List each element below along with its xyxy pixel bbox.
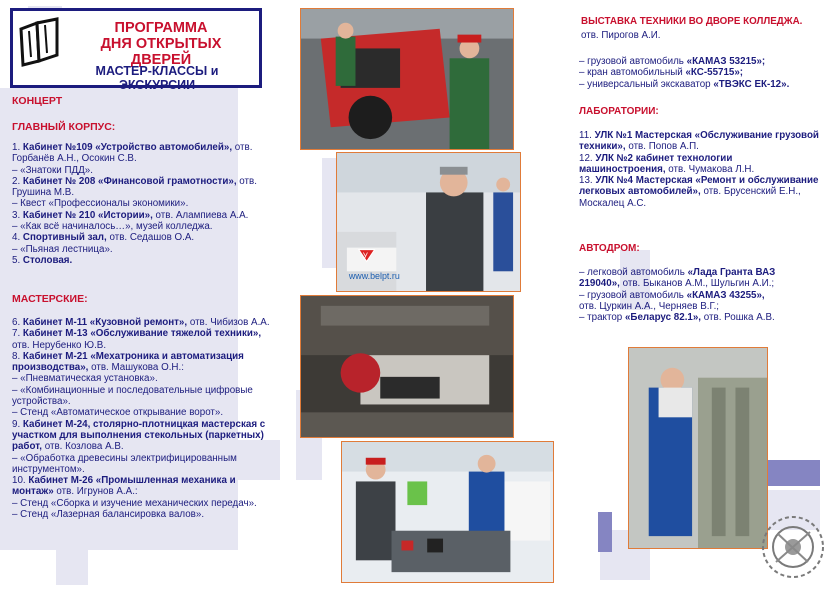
- item-name: Кабинет М-24, столярно-плотницкая мастерская с: [22, 418, 266, 430]
- workshop-line: [12, 317, 282, 328]
- main-item-activity: – Квест «Профессионалы экономики».: [12, 198, 189, 210]
- item-number: 10.: [12, 475, 29, 487]
- item-detail: отв. Брусенский Е.Н.,: [700, 186, 801, 198]
- item-number: 4.: [12, 232, 23, 244]
- exhibition-heading: ВЫСТАВКА ТЕХНИКИ ВО ДВОРЕ КОЛЛЕДЖА.: [581, 16, 803, 27]
- photo-mechatronics-lab: [341, 441, 554, 583]
- workshop-line: [12, 441, 282, 452]
- item-detail: отв. Чибизов А.А.: [187, 317, 270, 328]
- workshop-line: [12, 340, 282, 351]
- item-name: машиностроения,: [579, 163, 666, 175]
- item-detail: – «Обработка древесины электрифицированным: [12, 452, 237, 464]
- item-detail: отв. Игрунов А.А.:: [53, 486, 138, 498]
- photo-under-vehicle: [300, 295, 514, 438]
- item-detail: Москалец А.С.: [579, 197, 647, 209]
- lab-line: [579, 153, 834, 164]
- lab-line: [579, 130, 834, 141]
- title-box: [10, 8, 262, 92]
- item-name: «ТВЭКС ЕК-12».: [713, 78, 790, 90]
- item-detail: – Стенд «Автоматическое открывание ворот».: [12, 407, 224, 419]
- main-item-responsible: Горбанёв А.Н., Осокин С.В.: [12, 153, 137, 165]
- item-responsible: отв. Алампиева А.А.: [152, 209, 249, 221]
- lab-line: [579, 164, 834, 175]
- workshop-line: [12, 362, 282, 373]
- item-responsible: отв. Седашов О.А.: [106, 232, 195, 244]
- autodrom-line: [579, 312, 834, 323]
- item-name: Кабинет М-21 «Мехатроника и автоматизация: [22, 350, 244, 362]
- item-detail: отв. Нерубенко Ю.В.: [12, 339, 107, 351]
- main-building-heading: ГЛАВНЫЙ КОРПУС:: [12, 121, 116, 133]
- item-name: Кабинет М-13 «Обслуживание тяжелой техники»,: [22, 328, 262, 340]
- item-number: 6.: [12, 317, 23, 328]
- item-number: 8.: [12, 350, 23, 362]
- item-name: Столовая.: [22, 254, 73, 266]
- page-title: ПРОГРАММА ДНЯ ОТКРЫТЫХ ДВЕРЕЙ: [100, 20, 222, 68]
- autodrom-list: [579, 267, 834, 323]
- item-number: 5.: [12, 254, 23, 266]
- workshop-line: [12, 453, 282, 464]
- exhibit-line: [579, 56, 829, 67]
- item-name: Кабинет М-26 «Промышленная механика и: [28, 475, 236, 487]
- exhibition-responsible: отв. Пирогов А.И.: [581, 30, 661, 41]
- workshop-line: [12, 373, 282, 384]
- item-name: Кабинет № 208 «Финансовой грамотности»,: [22, 175, 237, 187]
- gear-emblem-icon: [758, 512, 828, 582]
- main-item: [12, 142, 280, 153]
- item-name: УЛК №4 Мастерская «Ремонт и обслуживание: [595, 175, 819, 187]
- workshop-line: [12, 509, 282, 520]
- main-building-list: [12, 142, 280, 266]
- item-number: 1.: [12, 142, 23, 153]
- main-item: [12, 255, 280, 266]
- item-responsible: отв.: [232, 142, 253, 153]
- photo-instructor-class: [336, 152, 521, 292]
- workshop-line: [12, 396, 282, 407]
- item-name: 219040»,: [579, 278, 620, 290]
- item-number: 3.: [12, 209, 23, 221]
- item-name: легковых автомобилей»,: [579, 186, 701, 198]
- open-book-icon: [17, 17, 61, 67]
- item-prefix: – грузовой автомобиль: [579, 289, 687, 301]
- photo-tractor-repair: [300, 8, 514, 150]
- item-detail: устройства».: [12, 396, 71, 408]
- main-item-responsible: Грушина М.В.: [12, 187, 75, 199]
- main-item: [12, 176, 280, 187]
- item-detail: – Стенд «Лазерная балансировка валов».: [12, 509, 205, 521]
- workshops-heading: МАСТЕРСКИЕ:: [12, 293, 88, 305]
- item-detail: отв. Машукова О.Н.:: [88, 362, 184, 374]
- item-number: 2.: [12, 175, 23, 187]
- labs-list: [579, 130, 834, 209]
- item-detail: – «Комбинационные и последовательные цифровые: [12, 384, 253, 396]
- item-name: Кабинет М-11 «Кузовной ремонт»,: [22, 317, 188, 328]
- item-number: 13.: [579, 175, 596, 187]
- exhibit-line: [579, 79, 829, 90]
- item-detail: инструментом».: [12, 463, 85, 475]
- autodrom-line: [579, 278, 834, 289]
- item-name: УЛК №1 Мастерская «Обслуживание грузовой: [594, 130, 819, 141]
- lab-line: [579, 141, 834, 152]
- autodrom-line: [579, 301, 834, 312]
- lab-line: [579, 186, 834, 197]
- item-detail: отв. Быканов А.М., Шульгин А.И.;: [619, 278, 775, 290]
- lab-line: [579, 198, 834, 209]
- item-detail: – Стенд «Сборка и изучение механических передач».: [12, 497, 257, 509]
- item-detail: отв. Козлова А.В.: [42, 441, 124, 453]
- photo-truck-workshop: [628, 347, 768, 549]
- item-name: работ,: [12, 441, 43, 453]
- exhibit-line: [579, 67, 829, 78]
- exhibit-list: [579, 56, 829, 90]
- item-name: техники»,: [579, 141, 626, 153]
- item-detail: отв. Попов А.П.: [625, 141, 699, 153]
- item-name: «Беларус 82.1»,: [624, 312, 702, 324]
- workshop-line: [12, 351, 282, 362]
- autodrom-heading: АВТОДРОМ:: [579, 243, 640, 254]
- item-name: «КАМАЗ 53215»;: [686, 56, 766, 67]
- sign-letter: У: [362, 251, 368, 261]
- autodrom-line: [579, 290, 834, 301]
- workshop-line: [12, 430, 282, 441]
- item-number: 9.: [12, 418, 23, 430]
- item-prefix: – легковой автомобиль: [579, 267, 688, 278]
- item-name: «Лада Гранта ВАЗ: [687, 267, 776, 278]
- labs-heading: ЛАБОРАТОРИИ:: [579, 106, 659, 117]
- workshop-line: [12, 486, 282, 497]
- item-responsible: отв.: [236, 175, 257, 187]
- main-item-activity: – «Как всё начиналось…», музей колледжа.: [12, 221, 213, 233]
- workshop-line: [12, 419, 282, 430]
- item-name: Спортивный зал,: [22, 232, 107, 244]
- workshop-line: [12, 328, 282, 339]
- autodrom-line: [579, 267, 834, 278]
- workshop-line: [12, 498, 282, 509]
- main-item-activity: – «Знатоки ПДД».: [12, 164, 93, 176]
- workshop-line: [12, 385, 282, 396]
- item-name: «КС-55715»;: [685, 67, 744, 79]
- item-name: Кабинет № 210 «Истории»,: [22, 209, 153, 221]
- item-name: «КАМАЗ 43255»,: [686, 289, 765, 301]
- workshops-list: [12, 317, 282, 520]
- banner-text: www.belpt.ru: [348, 271, 400, 282]
- item-name: производства»,: [12, 362, 89, 374]
- item-detail: – «Пневматическая установка».: [12, 373, 158, 385]
- item-name: Кабинет №109 «Устройство автомобилей»,: [22, 142, 233, 153]
- item-name: участком для выполнения стекольных (паркетных): [12, 429, 264, 441]
- item-name: УЛК №2 кабинет технологии: [595, 152, 733, 164]
- item-prefix: – кран автомобильный: [579, 67, 686, 79]
- lab-line: [579, 175, 834, 186]
- workshop-line: [12, 464, 282, 475]
- item-prefix: – трактор: [579, 312, 625, 324]
- item-name: монтаж»: [12, 486, 54, 498]
- page-subtitle: МАСТЕР-КЛАССЫ и ЭКСКУРСИИ: [95, 64, 219, 92]
- workshop-line: [12, 475, 282, 486]
- item-number: 12.: [579, 152, 596, 164]
- main-item-activity: – «Пьяная лестница».: [12, 243, 113, 255]
- main-item: [12, 210, 280, 221]
- item-detail: отв. Цуркин А.А., Черняев В.Г.;: [579, 300, 720, 312]
- workshop-line: [12, 407, 282, 418]
- item-number: 11.: [579, 130, 595, 141]
- concert-heading: КОНЦЕРТ: [12, 95, 63, 107]
- item-prefix: – универсальный экскаватор: [579, 78, 714, 90]
- item-prefix: – грузовой автомобиль: [579, 56, 687, 67]
- item-detail: отв. Чумакова Л.Н.: [665, 163, 755, 175]
- main-item: [12, 232, 280, 243]
- item-detail: отв. Рошка А.В.: [701, 312, 775, 324]
- item-number: 7.: [12, 328, 23, 340]
